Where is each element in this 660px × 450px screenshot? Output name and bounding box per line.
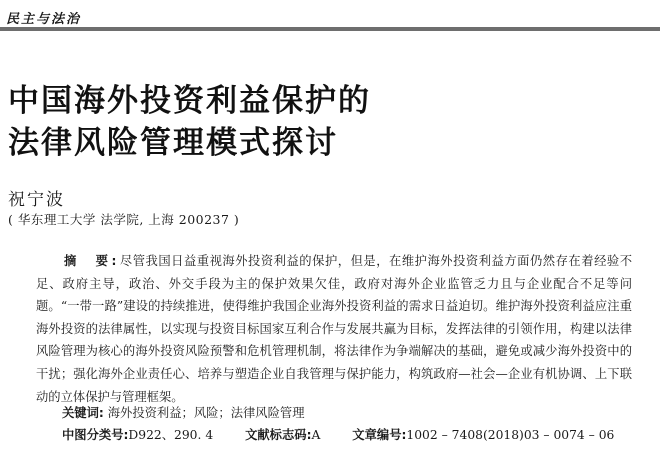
document-code — [245, 428, 324, 442]
document-code-label: 文献标志码: — [245, 428, 312, 442]
article-metadata — [62, 425, 642, 443]
article-number-label: 文章编号: — [352, 428, 407, 442]
paper-title — [8, 80, 648, 164]
abstract — [36, 250, 632, 408]
keywords — [62, 403, 305, 421]
header-rule — [0, 27, 660, 31]
classification-value: D922、290. 4 — [128, 428, 214, 442]
abstract-text: 尽管我国日益重视海外投资利益的保护，但是，在维护海外投资利益方面仍然存在着经验不足、政府主导，政治、外交手段为主的保护效果欠佳，政府对海外企业监管乏力且与企业配合不足等问题。“一带一路”建设的持续推进，使得维护我国企业海外投资利益的需求日益迫切。维护海外投资利益应注重海外投资的法律属性，以实现与投资目标国家互利合作与发展共赢为目标，发挥法律的引领作用，构建以法律风险管理为核心的海外投资风险预警和危机管理机制，将法律作为争端解决的基础，避免或减少海外投资中的干扰；强化海外企业责任心、培养与塑造企业自我管理与保护能力，构筑政府—社会—企业有机协调、上下联动的立体保护与管理框架。 — [36, 254, 632, 404]
paper-title-line-1: 中国海外投资利益保护的 — [8, 83, 371, 119]
keywords-value: 海外投资利益；风险；法律风险管理 — [107, 406, 305, 420]
abstract-label: 摘 要: — [64, 254, 120, 268]
classification-label: 中图分类号: — [62, 428, 129, 442]
keywords-label: 关键词: — [62, 406, 104, 420]
paper-title-line-2: 法律风险管理模式探讨 — [8, 125, 338, 161]
article-number — [352, 428, 614, 442]
author-name: 祝宁波 — [8, 190, 65, 210]
document-code-value: A — [311, 428, 321, 442]
journal-section-title: 民主与法治 — [6, 12, 82, 27]
classification-number — [62, 428, 217, 442]
running-header — [0, 0, 660, 32]
author-affiliation: ( 华东理工大学 法学院, 上海 200237 ) — [8, 212, 240, 227]
article-number-value: 1002 – 7408(2018)03 – 0074 – 06 — [406, 428, 615, 442]
